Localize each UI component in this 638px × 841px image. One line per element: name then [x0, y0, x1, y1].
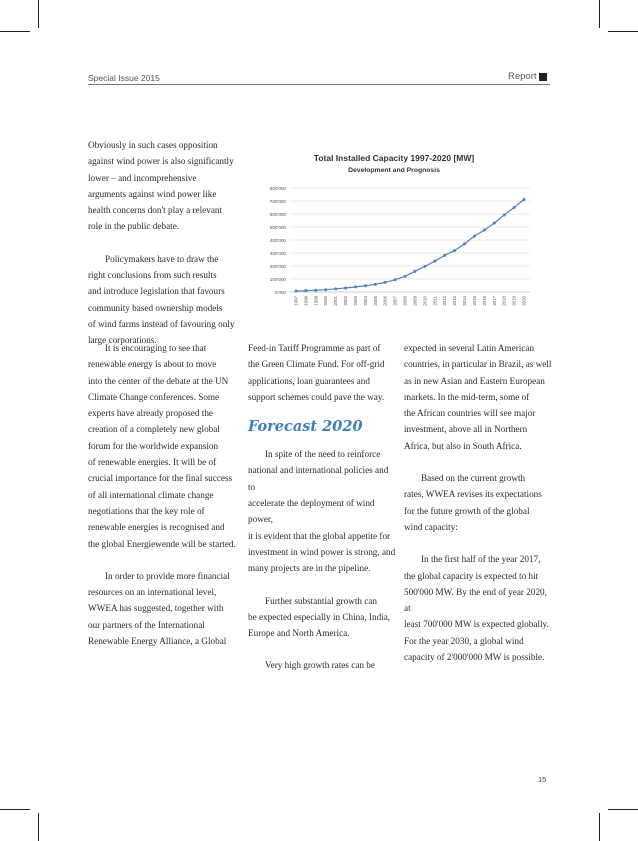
- x-tick-label: 2005: [372, 296, 378, 306]
- x-tick-label: 1998: [303, 296, 309, 306]
- data-point: [344, 286, 347, 289]
- paragraph: Feed-in Tariff Programme as part of the Green Climate Fund. For off-grid applications, loan guarantees and support schemes could pave the way.: [248, 343, 385, 402]
- data-point: [324, 288, 327, 291]
- paragraph: In spite of the need to reinforce national and international policies and to accelerate the deployment of wind power, it is evident that the global appetite for investment in wind power is strong, and many projects are in the pipeline.: [248, 449, 396, 574]
- section-heading: Forecast 2020: [248, 418, 363, 436]
- middle-column: [248, 340, 396, 674]
- x-tick-label: 2020: [521, 296, 527, 306]
- x-tick-label: 2014: [462, 296, 468, 306]
- crop-mark: [608, 31, 638, 32]
- paragraph: In the first half of the year 2017, the global capacity is expected to hit 500'000 MW. By the end of year 2020, at least 700'000 MW is expected globally. For the year 2030, a global wind capacity of 2'000'000 MW is possible.: [404, 554, 549, 663]
- paragraph: Based on the current growth rates, WWEA revises its expectations for the future growth of the global wind capacity:: [404, 473, 542, 532]
- paragraph: Very high growth rates can be: [265, 660, 375, 671]
- data-point: [523, 198, 526, 201]
- x-tick-label: 2007: [392, 296, 398, 306]
- y-tick-label: 400'000: [269, 238, 286, 243]
- running-header-issue: Special Issue 2015: [88, 73, 160, 83]
- x-tick-label: 2003: [352, 296, 358, 306]
- right-column: [404, 340, 554, 665]
- data-point: [364, 284, 367, 287]
- x-tick-label: 2001: [333, 296, 339, 306]
- y-tick-label: 200'000: [269, 264, 286, 269]
- crop-mark: [38, 813, 39, 841]
- y-tick-label: 800'000: [269, 186, 286, 191]
- x-tick-label: 2010: [422, 296, 428, 306]
- x-tick-label: 1999: [313, 296, 319, 306]
- series-line: [296, 199, 524, 291]
- y-tick-label: 700'000: [269, 199, 286, 204]
- data-point: [295, 290, 298, 293]
- x-tick-label: 2016: [481, 296, 487, 306]
- data-point: [513, 206, 516, 209]
- x-tick-label: 2015: [471, 296, 477, 306]
- data-point: [334, 287, 337, 290]
- section-label: Report: [508, 71, 537, 82]
- x-tick-label: 2006: [382, 296, 388, 306]
- paragraph: Obviously in such cases opposition against wind power is also significantly lower – and incomprehensive arguments against wind power like health concerns don't play a relevant role in the public debate.: [88, 140, 234, 232]
- x-tick-label: 2013: [452, 296, 458, 306]
- x-tick-label: 2011: [432, 296, 438, 306]
- paragraph: It is encouraging to see that renewable energy is about to move into the center of the debate at the UN Climate Change conferences. Some experts have already proposed the creation of a completely new global forum for the worldwide expansion of renewable energies. It will be of crucial importance for the final success of all international climate change negotiations that the key role of renewable energies is recognised and the global Energiewende will be started.: [88, 343, 236, 549]
- paragraph: Policymakers have to draw the right conclusions from such results and introduce legislation that favours community based ownership models of wind farms instead of favouring only large corporations.: [88, 253, 235, 346]
- paragraph: In order to provide more financial resources on an international level, WWEA has suggested, together with our partners of the International Renewable Energy Alliance, a Global: [88, 570, 230, 647]
- running-header-section: [508, 71, 547, 82]
- left-column-bottom: [88, 340, 244, 649]
- crop-mark: [599, 0, 600, 28]
- y-tick-label: 100'000: [269, 277, 286, 282]
- x-tick-label: 2000: [323, 296, 329, 306]
- left-column-top: [88, 137, 240, 349]
- y-tick-label: 300'000: [269, 251, 286, 256]
- data-point: [483, 229, 486, 232]
- data-point: [314, 289, 317, 292]
- x-tick-label: 1997: [293, 296, 299, 306]
- chart-title: Total Installed Capacity 1997-2020 [MW]: [313, 153, 475, 163]
- data-point: [374, 283, 377, 286]
- x-tick-label: 2018: [501, 296, 507, 306]
- header-rule: [88, 84, 550, 85]
- x-tick-label: 2009: [412, 296, 418, 306]
- data-point: [384, 281, 387, 284]
- x-tick-label: 2004: [362, 296, 368, 306]
- chart-subtitle: Development and Prognosis: [348, 167, 440, 174]
- data-point: [503, 214, 506, 217]
- data-point: [354, 285, 357, 288]
- data-point: [404, 275, 407, 278]
- x-tick-label: 2019: [511, 296, 517, 306]
- crop-mark: [599, 813, 600, 841]
- crop-mark: [0, 809, 30, 810]
- y-tick-label: 500'000: [269, 225, 286, 230]
- paragraph: Further substantial growth can be expected especially in China, India, Europe and North America.: [248, 595, 391, 639]
- x-tick-label: 2002: [343, 296, 349, 306]
- y-tick-label: 0'000: [274, 290, 286, 295]
- page-number: 15: [538, 775, 547, 784]
- data-point: [304, 289, 307, 292]
- section-marker-icon: [539, 73, 547, 81]
- x-tick-label: 2012: [442, 296, 448, 306]
- x-tick-label: 2017: [491, 296, 497, 306]
- data-point: [463, 242, 466, 245]
- crop-mark: [0, 31, 30, 32]
- data-point: [493, 222, 496, 225]
- data-point: [443, 254, 446, 257]
- data-point: [423, 265, 426, 268]
- data-point: [394, 278, 397, 281]
- data-point: [453, 249, 456, 252]
- crop-mark: [608, 809, 638, 810]
- data-point: [473, 235, 476, 238]
- data-point: [433, 260, 436, 263]
- x-tick-label: 2008: [402, 296, 408, 306]
- y-tick-label: 600'000: [269, 212, 286, 217]
- paragraph: expected in several Latin American countries, in particular in Brazil, as well as in new Asian and Eastern European markets. In the mid-term, some of the African countries will see major investment, above all in Northern Africa, but also in South Africa.: [404, 343, 552, 451]
- data-point: [413, 270, 416, 273]
- capacity-chart: [248, 146, 548, 321]
- crop-mark: [38, 0, 39, 28]
